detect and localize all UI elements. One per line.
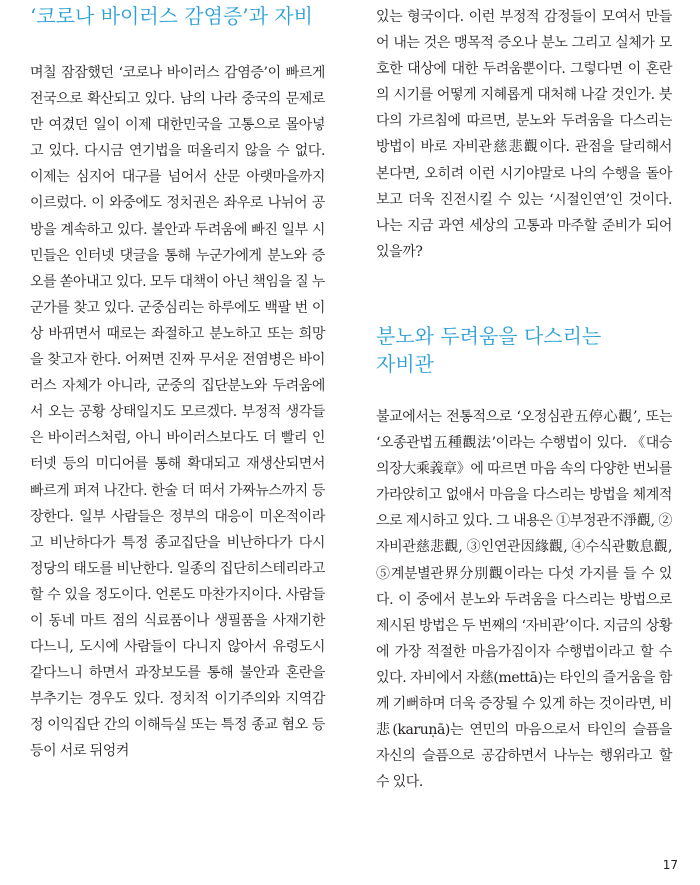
page-number: 17 bbox=[662, 858, 678, 872]
body-paragraph: 불교에서는 전통적으로 ‘오정심관五停心觀’, 또는 ‘오종관법五種觀法’이라는 수행법이 있다. 《대승의장大乘義章》에 따르면 마음 속의 다양한 번뇌를 가라앉히고 없애서 마음을 다스리는 방법을 체계적으로 제시하고 있다. 그 내용은 ①부정관不淨觀, ②자비관慈悲觀, ③인연관因緣觀, ④수식관數息觀, ⑤계분별관界分別觀이라는 다섯 가지를 들 수 있다. 이 중에서 분노와 두려움을 다스리는 방법으로 제시된 방법은 두 번째의 ‘자비관’이다. 지금의 상황에 가장 적절한 마음가짐이자 수행법이라고 할 수 있다. 자비에서 자慈(mettā)는 타인의 즐거움을 함께 기뻐하며 더욱 증장될 수 있게 하는 것이라면, 비悲(karuṇā)는 연민의 마음으로서 타인의 슬픔을 자신의 슬픔으로 공감하면서 나누는 행위라고 할 수 있다. bbox=[376, 409, 672, 791]
section-heading-compassion-line2: 자비관 bbox=[376, 352, 434, 376]
body-paragraph: 며칠 잠잠했던 ‘코로나 바이러스 감염증’이 빠르게 전국으로 확산되고 있다. 남의 나라 중국의 문제로만 여겼던 일이 이제 대한민국을 고통으로 몰아넣고 있다. 다시금 연기법을 떠올리지 않을 수 없다. 이제는 심지어 대구를 넘어서 산문 아랫마을까지 이르렀다. 이 와중에도 정치권은 좌우로 나뉘어 공방을 계속하고 있다. 불안과 두려움에 빠진 일부 시민들은 인터넷 댓글을 통해 누군가에게 분노와 증오를 쏟아내고 있다. 모두 대책이 아닌 책임을 질 누군가를 찾고 있다. 군중심리는 하루에도 백팔 번 이상 바뀌면서 때로는 좌절하고 분노하고 또는 희망을 찾고자 한다. 어쩌면 진짜 무서운 전염병은 바이러스 자체가 아니라, 군중의 집단분노와 두려움에서 오는 공황 상태일지도 모르겠다. 부정적 생각들은 바이러스처럼, 아니 바이러스보다도 더 빨리 인터넷 등의 미디어를 통해 확대되고 재생산되면서 빠르게 퍼져 나간다. 한술 더 떠서 가짜뉴스까지 등장한다. 일부 사람들은 정부의 대응이 미온적이라고 비난하다가 특정 종교집단을 비난하다가 다시 정당의 태도를 비난한다. 일종의 집단히스테리라고 할 수 있을 정도이다. 언론도 마찬가지이다. 사람들이 동네 마트 점의 식료품이나 생필품을 사재기한다느니, 도시에 사람들이 다니지 않아서 유령도시 같다느니 하면서 과장보도를 통해 불안과 혼란을 부추기는 경우도 있다. 정치적 이기주의와 지역감정 이익집단 간의 이해득실 또는 특정 종교 혐오 등등이 서로 뒤엉켜 bbox=[30, 65, 325, 760]
body-paragraph: 있는 형국이다. 이런 부정적 감정들이 모여서 만들어 내는 것은 맹목적 증오나 분노 그리고 실체가 모호한 대상에 대한 두려움뿐이다. 그렇다면 이 혼란의 시기를 어떻게 지혜롭게 대처해 나갈 것인가. 붓다의 가르침에 따르면, 분노와 두려움을 다스리는 방법이 바로 자비관慈悲觀이다. 관점을 달리해서 본다면, 오히려 이런 시기야말로 나의 수행을 돌아보고 더욱 진전시킬 수 있는 ‘시절인연’인 것이다. 나는 지금 과연 세상의 고통과 마주할 준비가 되어 있을까? bbox=[376, 9, 672, 260]
section-heading-corona: ‘코로나 바이러스 감염증’과 자비 bbox=[30, 4, 313, 28]
section-heading-compassion-line1: 분노와 두려움을 다스리는 bbox=[376, 324, 602, 348]
